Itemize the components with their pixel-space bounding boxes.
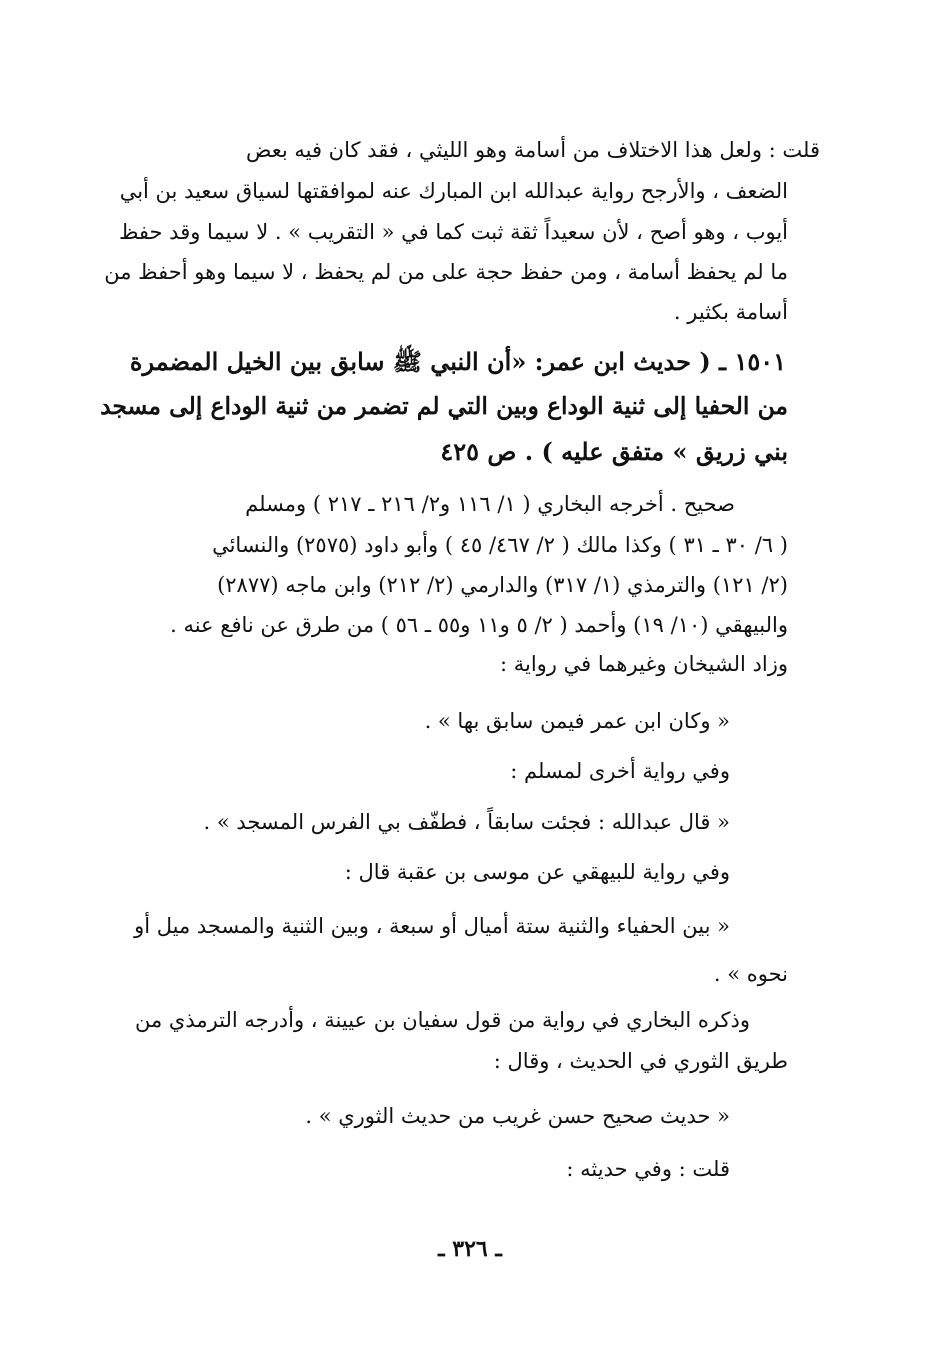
commentary-line: أيوب ، وهو أصح ، لأن سعيداً ثقة ثبت كما في « التقريب » . لا سيما وقد حفظ [118, 220, 788, 244]
quote-line: « قال عبدالله : فجئت سابقاً ، فطفّف بي الفرس المسجد » . [203, 810, 730, 834]
quote-line: « حديث صحيح حسن غريب من حديث الثوري » . [305, 1104, 730, 1128]
page-number: ـ ٣٢٦ ـ [438, 1236, 502, 1262]
takhrij-line: صحيح . أخرجه البخاري ( ١/ ١١٦ و٢/ ٢١٦ ـ ٢١٧ ) ومسلم [245, 492, 735, 516]
hadith-line: ١٥٠١ ـ ( حديث ابن عمر: «أن النبي ﷺ سابق بين الخيل المضمرة [129, 347, 786, 376]
hadith-line: بني زريق » متفق عليه ) . ص ٤٢٥ [440, 437, 788, 466]
paragraph-line: وذكره البخاري في رواية من قول سفيان بن عيينة ، وأدرجه الترمذي من [134, 1008, 750, 1032]
takhrij-line: وزاد الشيخان وغيرهما في رواية : [499, 652, 788, 676]
commentary-line: أسامة بكثير . [673, 300, 788, 324]
quote-line: نحوه » . [713, 962, 788, 986]
paragraph-line: طريق الثوري في الحديث ، وقال : [493, 1049, 788, 1073]
takhrij-line: والبيهقي (١٠/ ١٩) وأحمد ( ٢/ ٥ و١١ و٥٥ ـ ٥٦ ) من طرق عن نافع عنه . [170, 613, 788, 637]
quote-line: « وكان ابن عمر فيمن سابق بها » . [424, 709, 730, 733]
quote-line: « بين الحفياء والثنية ستة أميال أو سبعة ، وبين الثنية والمسجد ميل أو [134, 914, 730, 938]
commentary-line: قلت : ولعل هذا الاختلاف من أسامة وهو الليثي ، فقد كان فيه بعض [245, 138, 820, 162]
takhrij-line: (٢/ ١٢١) والترمذي (١/ ٣١٧) والدارمي (٢/ ٢١٢) وابن ماجه (٢٨٧٧) [217, 573, 788, 597]
intro-line: وفي رواية أخرى لمسلم : [510, 759, 730, 783]
intro-line: وفي رواية للبيهقي عن موسى بن عقبة قال : [344, 860, 730, 884]
takhrij-line: ( ٦/ ٣٠ ـ ٣١ ) وكذا مالك ( ٢/ ٤٦٧/ ٤٥ ) وأبو داود (٢٥٧٥) والنسائي [212, 533, 788, 557]
commentary-line: ما لم يحفظ أسامة ، ومن حفظ حجة على من لم يحفظ ، لا سيما وهو أحفظ من [104, 260, 788, 284]
hadith-line: من الحفيا إلى ثنية الوداع وبين التي لم تضمر من ثنية الوداع إلى مسجد [100, 392, 788, 420]
closing-line: قلت : وفي حديثه : [566, 1157, 730, 1181]
commentary-line: الضعف ، والأرجح رواية عبدالله ابن المبارك عنه لموافقتها لسياق سعيد بن أبي [119, 179, 788, 203]
